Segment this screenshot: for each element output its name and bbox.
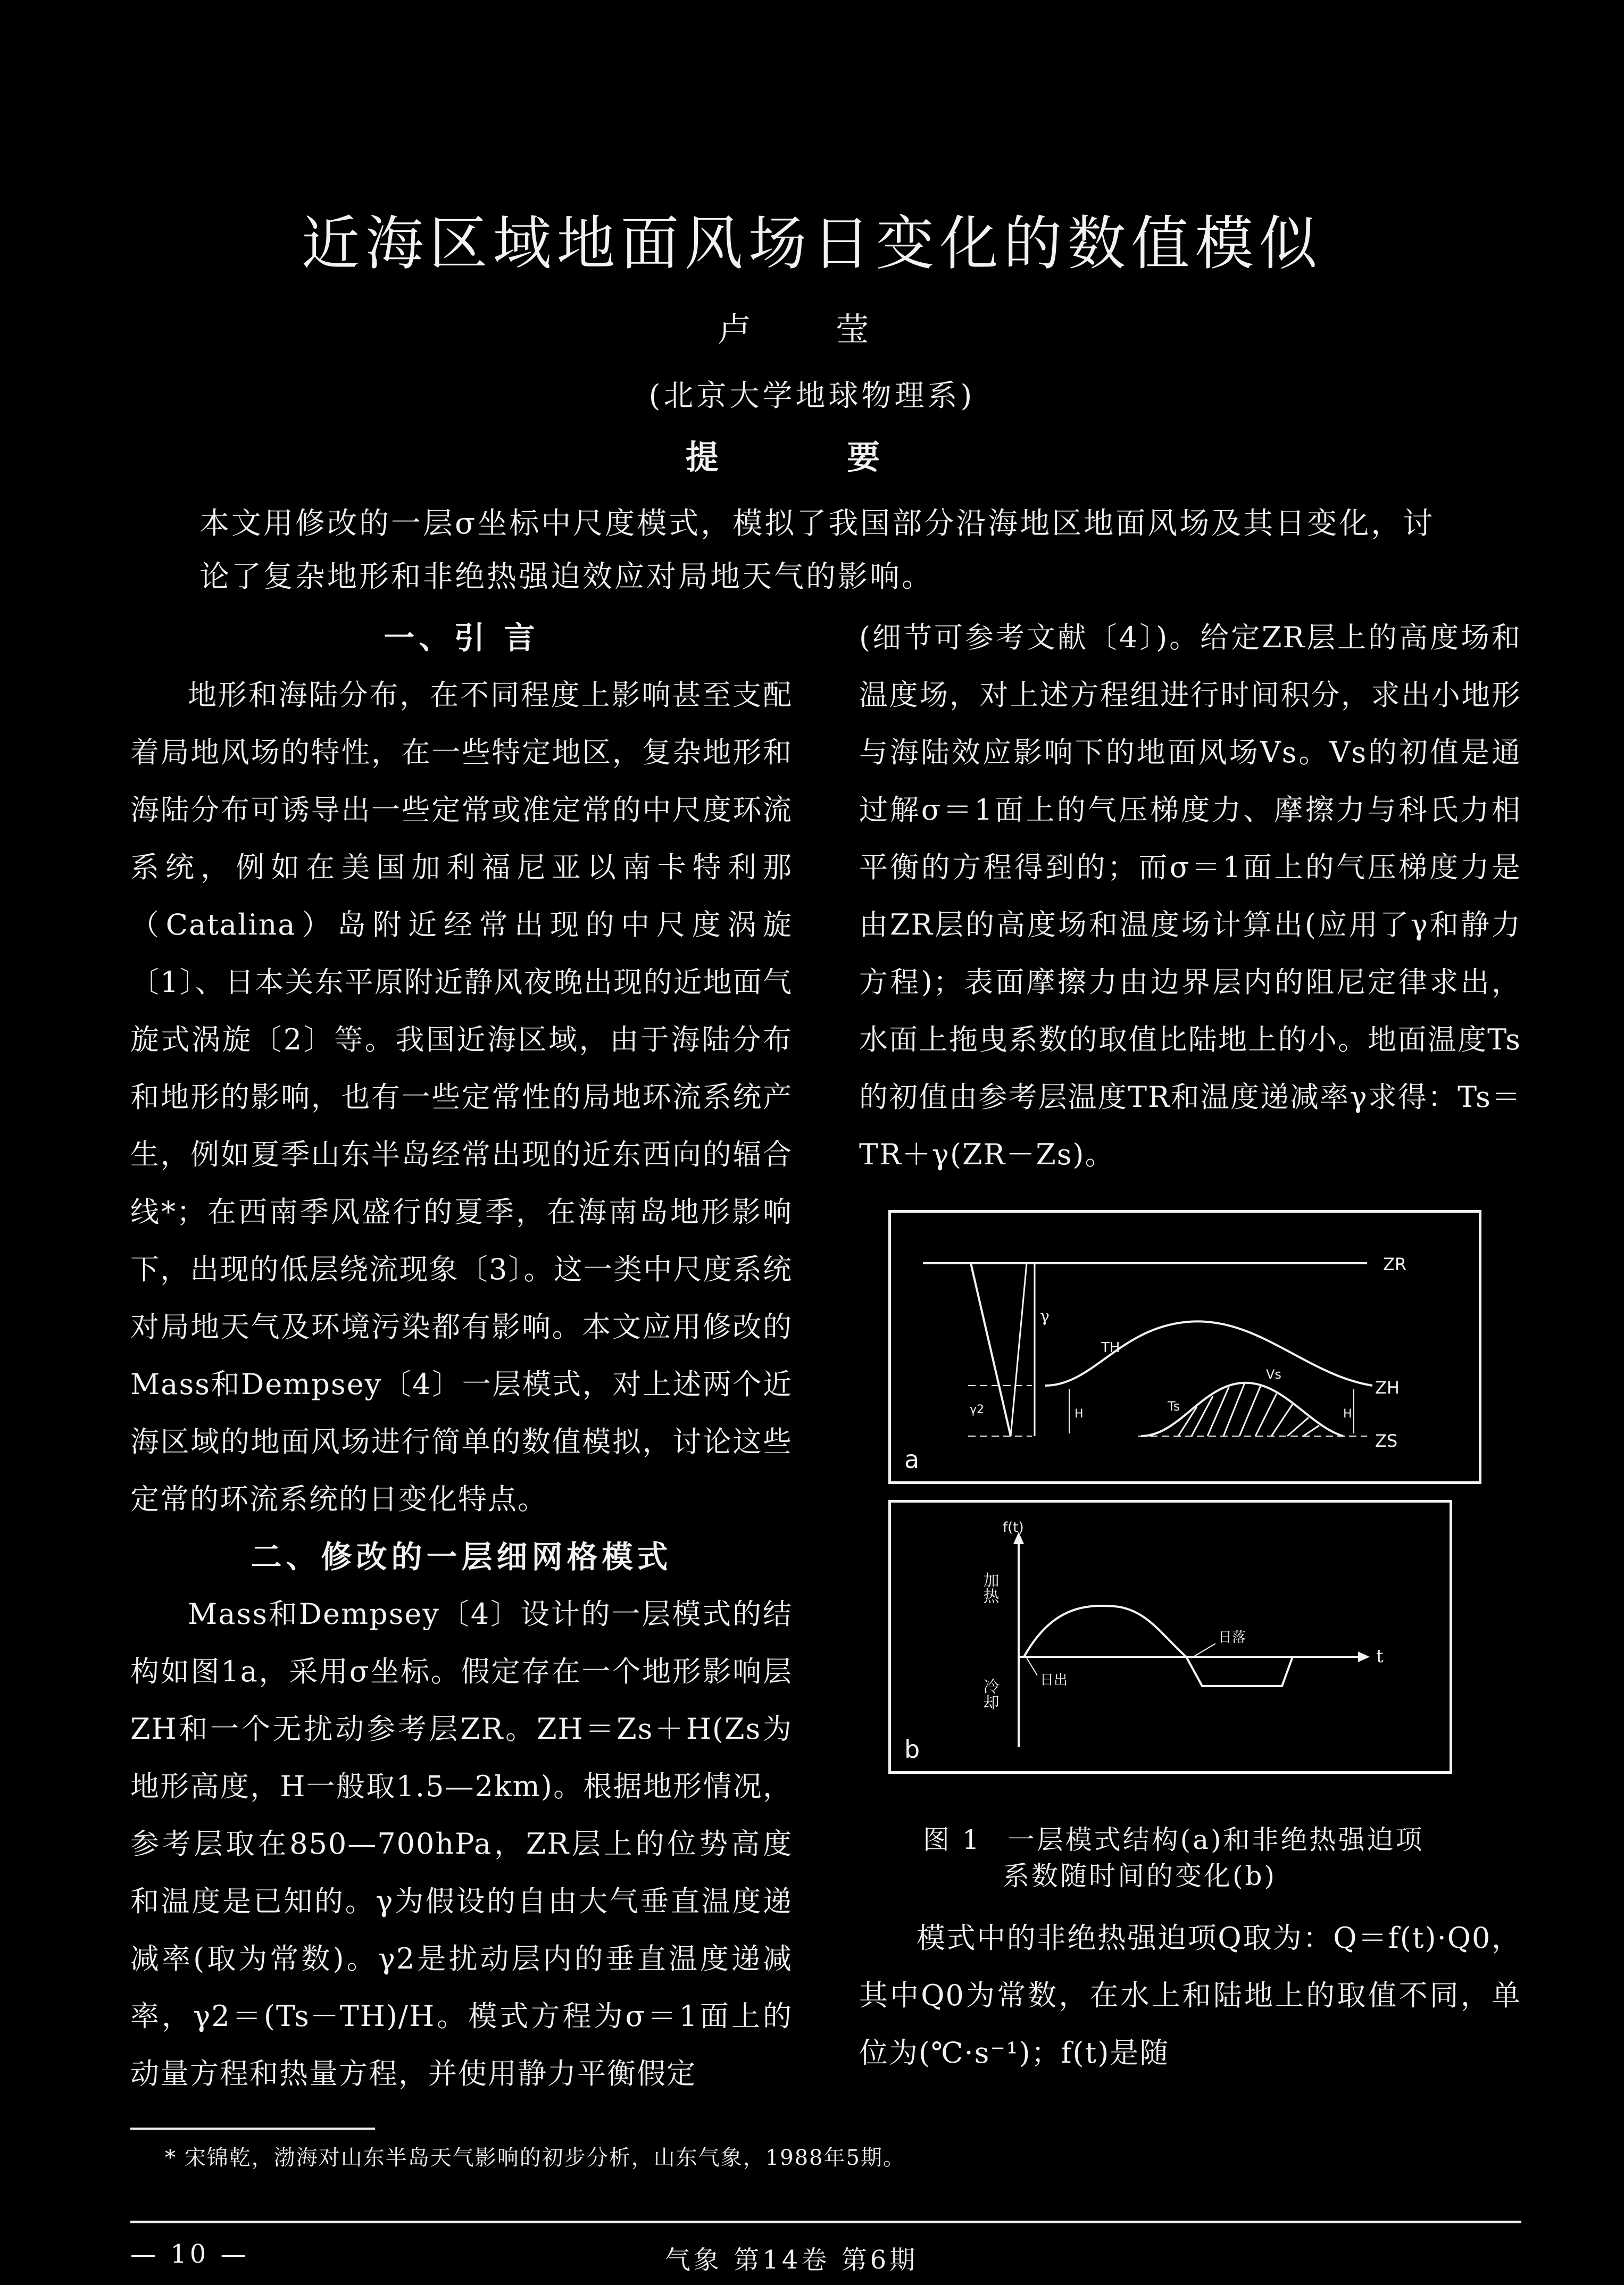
zh-level-curve: [1045, 1321, 1372, 1386]
sunrise-label: 日出: [1040, 1672, 1068, 1688]
affiliation: (北京大学地球物理系): [648, 379, 976, 413]
abstract-text: 本文用修改的一层σ坐标中尺度模式，模拟了我国部分沿海地区地面风场及其日变化，讨论了复杂地形和非绝热强迫效应对局地天气的影响。: [199, 506, 1435, 594]
paper-title: 近海区域地面风场日变化的数值模似: [301, 210, 1323, 278]
ft-axis-label: f(t): [1003, 1520, 1024, 1536]
caption-line-1: 一层模式结构(a)和非绝热强迫项: [1007, 1824, 1425, 1855]
terrain-hatching: [1178, 1383, 1319, 1436]
page-number: — 10 —: [130, 2239, 249, 2269]
right-h-label: H: [1343, 1407, 1352, 1421]
intro-paragraph: 地形和海陆分布，在不同程度上影响甚至支配着局地风场的特性，在一些特定地区，复杂地形和海陆分布可诱导出一些定常或准定常的中尺度环流系统，例如在美国加利福尼亚以南卡特利那（Catalina）岛附近经常出现的中尺度涡旋〔1〕、日本关东平原附近静风夜晚出现的近地面气旋式涡旋〔2〕等。我国近海区域，由于海陆分布和地形的影响，也有一些定常性的局地环流系统产生，例如夏季山东半岛经常出现的近东西向的辐合线*；在西南季风盛行的夏季，在海南岛地形影响下，出现的低层绕流现象〔3〕。这一类中尺度系统对局地天气及环境污染都有影响。本文应用修改的Mass和Dempsey〔4〕一层模式，对上述两个近海区域的地面风场进行简单的数值模拟，讨论这些定常的环流系统的日变化特点。: [130, 678, 793, 1516]
figure-1a: [888, 1210, 1481, 1484]
right-column-continued: [859, 1909, 1521, 2082]
heating-label: 加热: [980, 1572, 999, 1604]
sunrise-pointer: [1027, 1658, 1037, 1675]
panel-b-label: b: [904, 1735, 920, 1764]
panel-a-label: a: [904, 1445, 920, 1474]
abstract-heading: 提 要: [685, 438, 939, 477]
footnote-rule: [130, 2128, 375, 2130]
zh-label: ZH: [1375, 1378, 1400, 1398]
sunset-pointer: [1192, 1644, 1215, 1658]
nighttime-cooling-curve: [1186, 1657, 1293, 1686]
t-axis-label: t: [1376, 1646, 1384, 1667]
figure-1b-diagram: [891, 1503, 1450, 1771]
author: 卢 莹: [718, 310, 906, 349]
left-h-label: H: [1075, 1407, 1084, 1421]
footer-rule: [130, 2221, 1521, 2223]
footnote: * 宋锦乾，渤海对山东半岛天气影响的初步分析，山东气象，1988年5期。: [165, 2146, 905, 2170]
x-axis-arrow: [1358, 1652, 1370, 1662]
section-heading-model: 二、修改的一层细网格模式: [251, 1539, 672, 1575]
gamma2-label: γ2: [970, 1403, 985, 1416]
figure-1b: [888, 1500, 1452, 1774]
gamma2-lapse-line: [1011, 1263, 1027, 1436]
right-paragraph-1: (细节可参考文献〔4〕)。给定ZR层上的高度场和温度场，对上述方程组进行时间积分，求出小地形与海陆效应影响下的地面风场Vs。Vs的初值是通过解σ＝1面上的气压梯度力、摩擦力与科氏力相平衡的方程得到的；而σ＝1面上的气压梯度力是由ZR层的高度场和温度场计算出(应用了γ和静力方程)；表面摩擦力由边界层内的阻尼定律求出，水面上拖曳系数的取值比陆地上的小。地面温度Ts的初值由参考层温度TR和温度递减率γ求得：Ts＝TR＋γ(ZR－Zs)。: [859, 621, 1521, 1171]
gamma-label: γ: [1040, 1307, 1050, 1326]
th-label: TH: [1101, 1340, 1120, 1356]
zr-label: ZR: [1383, 1254, 1407, 1274]
caption-line-2: 系数随时间的变化(b): [1003, 1861, 1277, 1891]
figure-caption: [923, 1822, 1481, 1894]
caption-number: 图 1: [923, 1824, 981, 1855]
right-column: [859, 609, 1521, 1183]
daytime-heating-curve: [1024, 1606, 1186, 1657]
ts-label: Ts: [1168, 1399, 1180, 1414]
sunset-label: 日落: [1218, 1630, 1246, 1646]
zs-label: ZS: [1375, 1431, 1398, 1451]
section-heading-intro: 一、引 言: [384, 620, 539, 656]
model-paragraph: Mass和Dempsey〔4〕设计的一层模式的结构如图1a，采用σ坐标。假定存在一个地形影响层ZH和一个无扰动参考层ZR。ZH＝Zs＋H(Zs为地形高度，H一般取1.5—2km)。根据地形情况，参考层取在850—700hPa，ZR层上的位势高度和温度是已知的。γ为假设的自由大气垂直温度递减率(取为常数)。γ2是扰动层内的垂直温度递减率，γ2＝(Ts－TH)/H。模式方程为σ＝1面上的动量方程和热量方程，并使用静力平衡假定: [130, 1597, 793, 2090]
left-column: [130, 609, 793, 2103]
right-paragraph-2: 模式中的非绝热强迫项Q取为：Q＝f(t)·Q0，其中Q0为常数，在水上和陆地上的取值不同，单位为(℃·s⁻¹)；f(t)是随: [859, 1921, 1521, 2070]
journal-info: 气象 第14卷 第6期: [665, 2245, 919, 2275]
cooling-label: 冷却: [980, 1678, 999, 1710]
vs-label: Vs: [1266, 1367, 1281, 1382]
figure-1a-diagram: [891, 1213, 1479, 1481]
